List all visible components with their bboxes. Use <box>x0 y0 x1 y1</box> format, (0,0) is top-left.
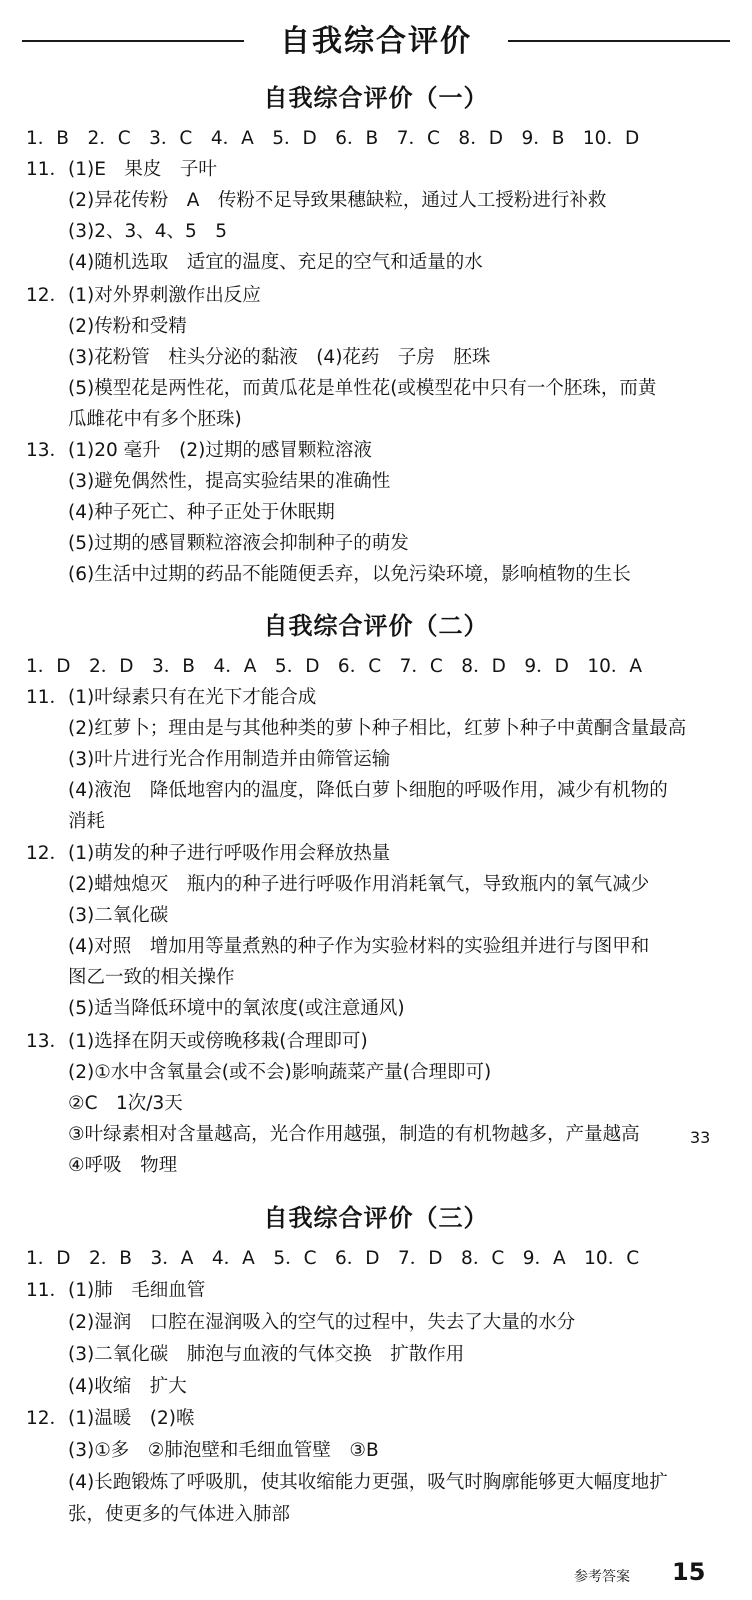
answer-line: 12．(1)萌发的种子进行呼吸作用会释放热量 <box>26 843 391 864</box>
answer-line: (4)种子死亡、种子正处于休眠期 <box>68 502 335 523</box>
answer-line: 12．(1)对外界刺激作出反应 <box>26 285 261 306</box>
answer-line: (4)液泡 降低地窖内的温度，降低白萝卜细胞的呼吸作用，减少有机物的 <box>68 780 668 801</box>
header-rule-left <box>22 40 244 42</box>
answer-line: (5)适当降低环境中的氧浓度(或注意通风) <box>68 998 405 1019</box>
margin-page-marker: 33 <box>690 1128 711 1147</box>
answer-line: 12．(1)温暖 (2)喉 <box>26 1408 195 1429</box>
answer-line: (2)①水中含氧量会(或不会)影响蔬菜产量(合理即可) <box>68 1062 492 1083</box>
answer-line: (6)生活中过期的药品不能随便丢弃，以免污染环境，影响植物的生长 <box>68 564 631 585</box>
answer-line: (3)二氧化碳 <box>68 905 169 926</box>
answer-line: 1．B 2．C 3．C 4．A 5．D 6．B 7．C 8．D 9．B 10．D <box>26 128 640 149</box>
answer-line: 11．(1)肺 毛细血管 <box>26 1280 206 1301</box>
answer-line: 消耗 <box>68 811 106 832</box>
answer-line: 1．D 2．B 3．A 4．A 5．C 6．D 7．D 8．C 9．A 10．C <box>26 1248 640 1269</box>
answer-line: (4)对照 增加用等量煮熟的种子作为实验材料的实验组并进行与图甲和 <box>68 936 650 957</box>
answer-line: 11．(1)叶绿素只有在光下才能合成 <box>26 687 317 708</box>
answer-line: (2)传粉和受精 <box>68 316 187 337</box>
answer-line: (5)过期的感冒颗粒溶液会抑制种子的萌发 <box>68 533 409 554</box>
answer-line: (2)蜡烛熄灭 瓶内的种子进行呼吸作用消耗氧气，导致瓶内的氧气减少 <box>68 874 650 895</box>
footer-label: 参考答案 <box>574 1569 630 1585</box>
header-title: 自我综合评价 <box>280 24 472 59</box>
answer-line: 图乙一致的相关操作 <box>68 967 235 988</box>
answer-line: 张，使更多的气体进入肺部 <box>68 1504 291 1525</box>
answer-line: 1．D 2．D 3．B 4．A 5．D 6．C 7．C 8．D 9．D 10．A <box>26 656 643 677</box>
answer-line: 瓜雌花中有多个胚珠) <box>68 409 242 430</box>
section-title-3: 自我综合评价（三） <box>263 1204 489 1232</box>
header-rule-right <box>508 40 730 42</box>
answer-line: 11．(1)E 果皮 子叶 <box>26 159 217 180</box>
answer-line: (3)花粉管 柱头分泌的黏液 (4)花药 子房 胚珠 <box>68 347 491 368</box>
answer-line: (3)叶片进行光合作用制造并由筛管运输 <box>68 749 391 770</box>
page-header <box>0 8 752 59</box>
section-title-1: 自我综合评价（一） <box>263 84 489 112</box>
answer-line: (3)①多 ②肺泡壁和毛细血管壁 ③B <box>68 1440 379 1461</box>
answer-line: ④呼吸 物理 <box>68 1155 178 1176</box>
answer-line: (2)湿润 口腔在湿润吸入的空气的过程中，失去了大量的水分 <box>68 1312 576 1333</box>
answer-line: 13．(1)选择在阴天或傍晚移栽(合理即可) <box>26 1031 368 1052</box>
answer-line: (5)模型花是两性花，而黄瓜花是单性花(或模型花中只有一个胚珠，而黄 <box>68 378 657 399</box>
page-number: 15 <box>672 1558 706 1586</box>
answer-line: (4)随机选取 适宜的温度、充足的空气和适量的水 <box>68 252 483 273</box>
answer-line: (4)收缩 扩大 <box>68 1376 187 1397</box>
answer-line: (3)避免偶然性，提高实验结果的准确性 <box>68 471 391 492</box>
answer-line: ③叶绿素相对含量越高，光合作用越强，制造的有机物越多，产量越高 <box>68 1124 640 1145</box>
answer-line: (2)异花传粉 A 传粉不足导致果穗缺粒，通过人工授粉进行补救 <box>68 190 607 211</box>
answer-line: ②C 1次/3天 <box>68 1093 183 1114</box>
answer-line: 13．(1)20 毫升 (2)过期的感冒颗粒溶液 <box>26 440 372 461</box>
answer-line: (4)长跑锻炼了呼吸肌，使其收缩能力更强，吸气时胸廓能够更大幅度地扩 <box>68 1472 668 1493</box>
answer-line: (3)2、3、4、5 5 <box>68 221 228 242</box>
section-title-2: 自我综合评价（二） <box>263 612 489 640</box>
answer-line: (3)二氧化碳 肺泡与血液的气体交换 扩散作用 <box>68 1344 465 1365</box>
answer-line: (2)红萝卜；理由是与其他种类的萝卜种子相比，红萝卜种子中黄酮含量最高 <box>68 718 687 739</box>
